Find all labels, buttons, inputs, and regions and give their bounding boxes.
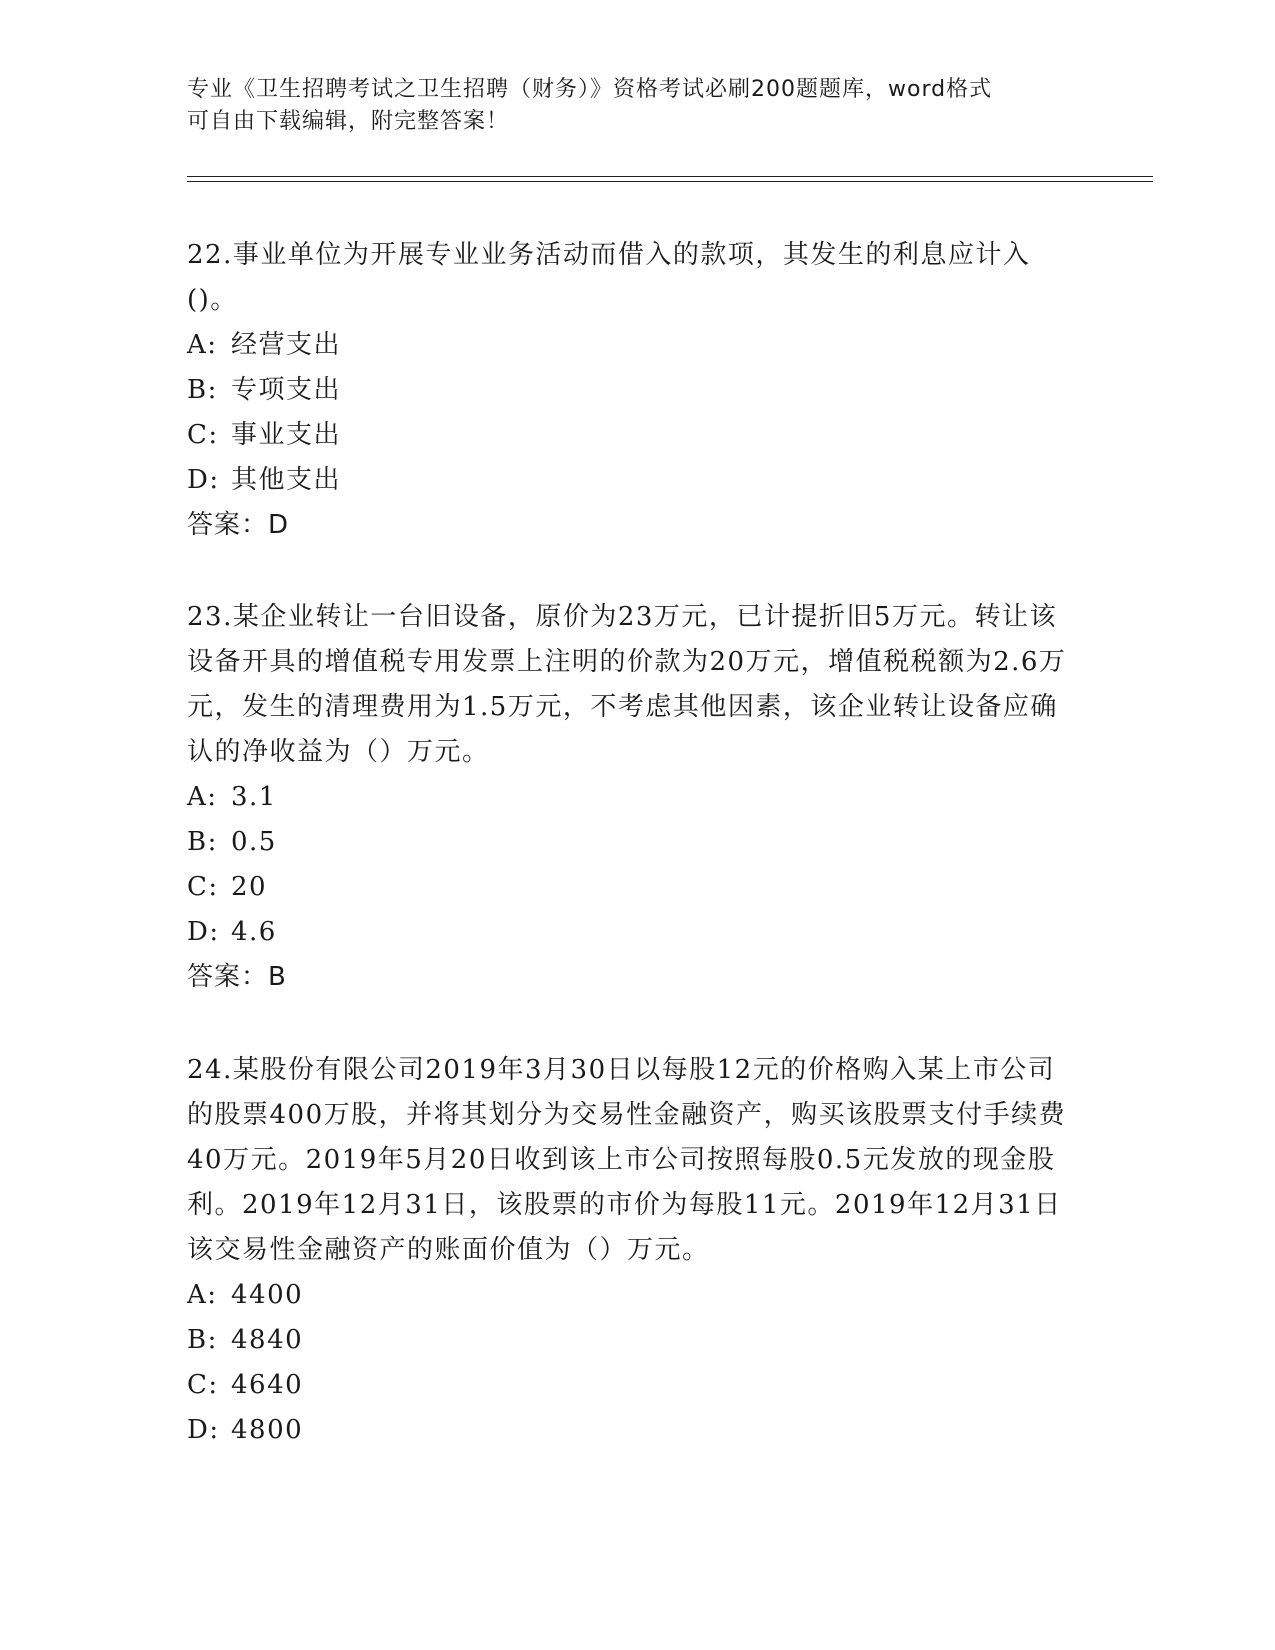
header-line-2: 可自由下载编辑，附完整答案！ bbox=[187, 109, 510, 134]
option-text: 其他支出 bbox=[231, 465, 342, 495]
option-text: 4840 bbox=[231, 1325, 304, 1355]
header-line-1: 专业《卫生招聘考试之卫生招聘（财务）》资格考试必刷200题题库，word格式 bbox=[187, 77, 993, 102]
question-stem: 22.事业单位为开展专业业务活动而借入的款项，其发生的利息应计入()。 bbox=[187, 240, 1031, 315]
option-letter: A: bbox=[187, 1280, 218, 1310]
option-text: 4800 bbox=[231, 1415, 304, 1445]
option-text: 4640 bbox=[231, 1370, 304, 1400]
option-c bbox=[187, 865, 1067, 910]
question-23 bbox=[187, 595, 1067, 1000]
option-b bbox=[187, 820, 1067, 865]
document-header bbox=[187, 74, 1067, 138]
option-d bbox=[187, 1408, 1067, 1453]
option-d bbox=[187, 458, 1067, 503]
option-letter: D: bbox=[187, 917, 220, 947]
question-24 bbox=[187, 1048, 1067, 1453]
option-text: 4400 bbox=[231, 1280, 304, 1310]
option-letter: B: bbox=[187, 375, 218, 405]
option-a bbox=[187, 1273, 1067, 1318]
answer-line: 答案：D bbox=[187, 510, 290, 540]
option-a bbox=[187, 775, 1067, 820]
option-b bbox=[187, 1318, 1067, 1363]
option-d bbox=[187, 910, 1067, 955]
option-letter: C: bbox=[187, 420, 219, 450]
option-text: 20 bbox=[231, 872, 268, 902]
option-text: 事业支出 bbox=[231, 420, 342, 450]
option-letter: A: bbox=[187, 330, 218, 360]
option-letter: B: bbox=[187, 1325, 218, 1355]
answer-line: 答案：B bbox=[187, 962, 287, 992]
option-text: 3.1 bbox=[231, 782, 277, 812]
question-22 bbox=[187, 233, 1067, 548]
option-c bbox=[187, 1363, 1067, 1408]
option-b bbox=[187, 368, 1067, 413]
header-divider-bottom bbox=[187, 181, 1153, 182]
option-text: 专项支出 bbox=[231, 375, 342, 405]
option-letter: B: bbox=[187, 827, 218, 857]
question-stem: 24.某股份有限公司2019年3月30日以每股12元的价格购入某上市公司的股票400万股，并将其划分为交易性金融资产，购买该股票支付手续费40万元。2019年5月20日收到该上市公司按照每股0.5元发放的现金股利。2019年12月31日，该股票的市价为每股11元。2019年12月31日该交易性金融资产的账面价值为（）万元。 bbox=[187, 1055, 1067, 1265]
option-c bbox=[187, 413, 1067, 458]
option-letter: C: bbox=[187, 872, 219, 902]
option-text: 4.6 bbox=[231, 917, 277, 947]
option-text: 经营支出 bbox=[231, 330, 342, 360]
option-letter: A: bbox=[187, 782, 218, 812]
option-letter: D: bbox=[187, 1415, 220, 1445]
option-a bbox=[187, 323, 1067, 368]
option-letter: D: bbox=[187, 465, 220, 495]
question-stem: 23.某企业转让一台旧设备，原价为23万元，已计提折旧5万元。转让该设备开具的增值税专用发票上注明的价款为20万元，增值税税额为2.6万元，发生的清理费用为1.5万元，不考虑其他因素，该企业转让设备应确认的净收益为（）万元。 bbox=[187, 602, 1067, 767]
header-divider-top bbox=[187, 176, 1153, 177]
option-letter: C: bbox=[187, 1370, 219, 1400]
option-text: 0.5 bbox=[231, 827, 277, 857]
